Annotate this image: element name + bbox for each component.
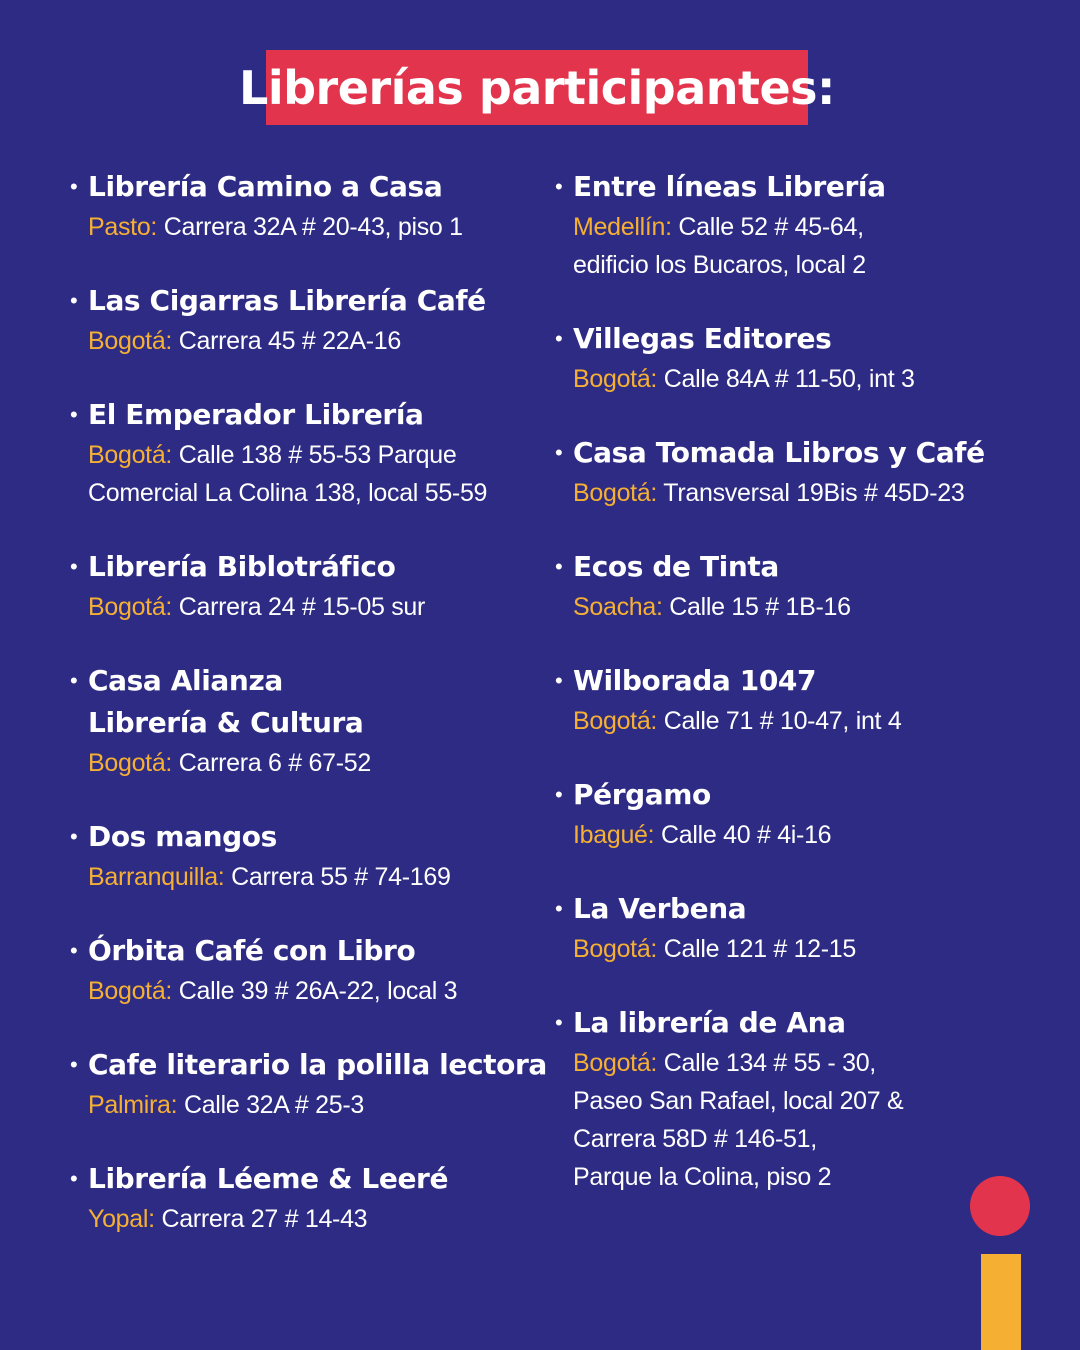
address-line [573, 930, 1055, 968]
bullet: • [555, 174, 563, 199]
address-line [88, 322, 540, 360]
city-label: Ibagué: [573, 821, 655, 849]
bookstore-name [88, 166, 540, 208]
bullet: • [70, 938, 78, 963]
bookstore-address [573, 1044, 1055, 1196]
address-text: edificio los Bucaros, local 2 [573, 251, 866, 279]
bookstore-address [88, 972, 540, 1010]
bookstore-entry [555, 660, 1055, 740]
bullet: • [555, 896, 563, 921]
bullet: • [70, 1166, 78, 1191]
bookstore-entry [70, 660, 540, 782]
city-label: Bogotá: [573, 707, 658, 735]
bookstore-entry [555, 318, 1055, 398]
bookstore-name [573, 318, 1055, 360]
bullet: • [70, 1052, 78, 1077]
bookstore-name-line: Entre líneas Librería [573, 170, 886, 203]
bookstore-entry [70, 166, 540, 246]
decorative-dot [970, 1176, 1030, 1236]
city-label: Bogotá: [573, 935, 658, 963]
bookstore-entry [555, 774, 1055, 854]
bookstore-address [573, 588, 1055, 626]
address-text: Calle 52 # 45-64, [678, 213, 864, 241]
title-banner [239, 50, 835, 125]
bookstore-name [88, 1158, 540, 1200]
address-line [573, 1082, 1055, 1120]
address-text: Carrera 27 # 14-43 [161, 1205, 368, 1233]
address-text: Calle 32A # 25-3 [183, 1091, 365, 1119]
city-label: Bogotá: [88, 441, 173, 469]
bookstore-name-line: La Verbena [573, 892, 747, 925]
bookstore-name-line: Librería Camino a Casa [88, 170, 443, 203]
bookstore-entry [70, 930, 540, 1010]
address-line [88, 436, 540, 474]
bullet: • [70, 402, 78, 427]
address-text: Calle 134 # 55 - 30, [663, 1049, 876, 1077]
city-label: Yopal: [88, 1205, 155, 1233]
bookstore-name [88, 546, 540, 588]
left-column [70, 166, 547, 1238]
bookstore-entry [70, 816, 540, 896]
bookstore-name [573, 888, 1055, 930]
city-label: Barranquilla: [88, 863, 225, 891]
address-text: Parque la Colina, piso 2 [573, 1163, 832, 1191]
address-line [88, 588, 540, 626]
address-line [573, 246, 1055, 284]
bookstore-name-line: Librería Biblotráfico [88, 550, 396, 583]
bookstore-address [573, 816, 1055, 854]
bookstore-address [88, 1086, 540, 1124]
bookstore-name-line: Las Cigarras Librería Café [88, 284, 486, 317]
bookstore-name [573, 660, 1055, 702]
bookstore-entry [555, 888, 1055, 968]
address-text: Calle 40 # 4i-16 [660, 821, 832, 849]
address-line [573, 1120, 1055, 1158]
address-text: Carrera 6 # 67-52 [178, 749, 371, 777]
address-line [573, 816, 1055, 854]
bookstore-name [573, 774, 1055, 816]
bullet: • [70, 174, 78, 199]
right-column [555, 166, 1055, 1196]
bullet: • [555, 1010, 563, 1035]
bookstore-entry [555, 432, 1055, 512]
bookstore-name-line: Casa Alianza [88, 664, 283, 697]
bullet: • [555, 554, 563, 579]
address-line [88, 208, 540, 246]
address-text: Carrera 55 # 74-169 [231, 863, 451, 891]
bookstore-name-line: Pérgamo [573, 778, 711, 811]
address-text: Calle 121 # 12-15 [663, 935, 857, 963]
city-label: Bogotá: [88, 327, 173, 355]
bookstore-address [573, 930, 1055, 968]
bookstore-address [88, 208, 540, 246]
city-label: Bogotá: [573, 1049, 658, 1077]
bookstore-entry [555, 1002, 1055, 1196]
bookstore-address [88, 588, 540, 626]
bookstore-address [573, 474, 1055, 512]
bookstore-name [573, 432, 1055, 474]
bookstore-entry [70, 394, 540, 512]
bookstore-address [573, 208, 1055, 284]
bookstore-name [88, 660, 540, 744]
address-line [88, 858, 540, 896]
bullet: • [555, 440, 563, 465]
decorative-bar [981, 1254, 1021, 1350]
address-line [573, 702, 1055, 740]
city-label: Bogotá: [88, 593, 173, 621]
bookstore-entry [70, 546, 540, 626]
city-label: Medellín: [573, 213, 672, 241]
city-label: Pasto: [88, 213, 158, 241]
address-text: Paseo San Rafael, local 207 & [573, 1087, 904, 1115]
bookstore-address [88, 1200, 540, 1238]
address-text: Transversal 19Bis # 45D-23 [663, 479, 965, 507]
address-text: Comercial La Colina 138, local 55-59 [88, 479, 488, 507]
city-label: Bogotá: [88, 749, 173, 777]
bookstore-name-line: Wilborada 1047 [573, 664, 817, 697]
address-text: Carrera 45 # 22A-16 [178, 327, 401, 355]
bookstore-name-line: Dos mangos [88, 820, 277, 853]
bookstore-name-line: Librería Léeme & Leeré [88, 1162, 449, 1195]
bookstore-name [88, 930, 540, 972]
bullet: • [555, 326, 563, 351]
city-label: Palmira: [88, 1091, 178, 1119]
bookstore-name-line: Ecos de Tinta [573, 550, 779, 583]
address-line [88, 474, 540, 512]
address-text: Carrera 24 # 15-05 sur [178, 593, 426, 621]
city-label: Bogotá: [88, 977, 173, 1005]
bookstore-name [88, 816, 540, 858]
bookstore-address [573, 360, 1055, 398]
bullet: • [70, 288, 78, 313]
city-label: Bogotá: [573, 365, 658, 393]
bookstore-address [88, 322, 540, 360]
bookstore-entry [70, 1158, 540, 1238]
bookstore-name [88, 1044, 547, 1086]
bookstore-name [573, 546, 1055, 588]
address-text: Calle 39 # 26A-22, local 3 [178, 977, 458, 1005]
bookstore-address [88, 436, 540, 512]
bullet: • [70, 668, 78, 693]
bookstore-entry [555, 166, 1055, 284]
bookstore-address [88, 744, 540, 782]
bookstore-name-line: El Emperador Librería [88, 398, 424, 431]
bookstore-entry [555, 546, 1055, 626]
bookstore-entry [70, 280, 540, 360]
address-line [88, 972, 540, 1010]
bookstore-name [88, 394, 540, 436]
city-label: Soacha: [573, 593, 663, 621]
bookstore-name-line: Cafe literario la polilla lectora [88, 1048, 547, 1081]
bookstore-name-line: Casa Tomada Libros y Café [573, 436, 985, 469]
bookstore-name [573, 166, 1055, 208]
bullet: • [555, 782, 563, 807]
bookstore-name-line: Villegas Editores [573, 322, 832, 355]
bullet: • [555, 668, 563, 693]
bookstore-name-line: Órbita Café con Libro [88, 934, 416, 967]
address-text: Calle 15 # 1B-16 [669, 593, 851, 621]
address-line [573, 588, 1055, 626]
bookstore-address [573, 702, 1055, 740]
address-text: Calle 138 # 55-53 Parque [178, 441, 457, 469]
address-text: Carrera 58D # 146-51, [573, 1125, 817, 1153]
address-line [88, 1200, 540, 1238]
bookstore-address [88, 858, 540, 896]
address-line [573, 208, 1055, 246]
bullet: • [70, 824, 78, 849]
address-text: Calle 71 # 10-47, int 4 [663, 707, 902, 735]
city-label: Bogotá: [573, 479, 658, 507]
bookstore-name [88, 280, 540, 322]
page-title: Librerías participantes: [239, 60, 835, 115]
bookstore-entry [70, 1044, 547, 1124]
address-line [573, 1044, 1055, 1082]
address-line [573, 360, 1055, 398]
bookstore-name-line: La librería de Ana [573, 1006, 846, 1039]
address-text: Carrera 32A # 20-43, piso 1 [163, 213, 463, 241]
address-line [573, 474, 1055, 512]
bullet: • [70, 554, 78, 579]
bookstore-name-line: Librería & Cultura [88, 706, 364, 739]
address-text: Calle 84A # 11-50, int 3 [663, 365, 915, 393]
address-line [88, 1086, 540, 1124]
address-line [88, 744, 540, 782]
bookstore-name [573, 1002, 1055, 1044]
